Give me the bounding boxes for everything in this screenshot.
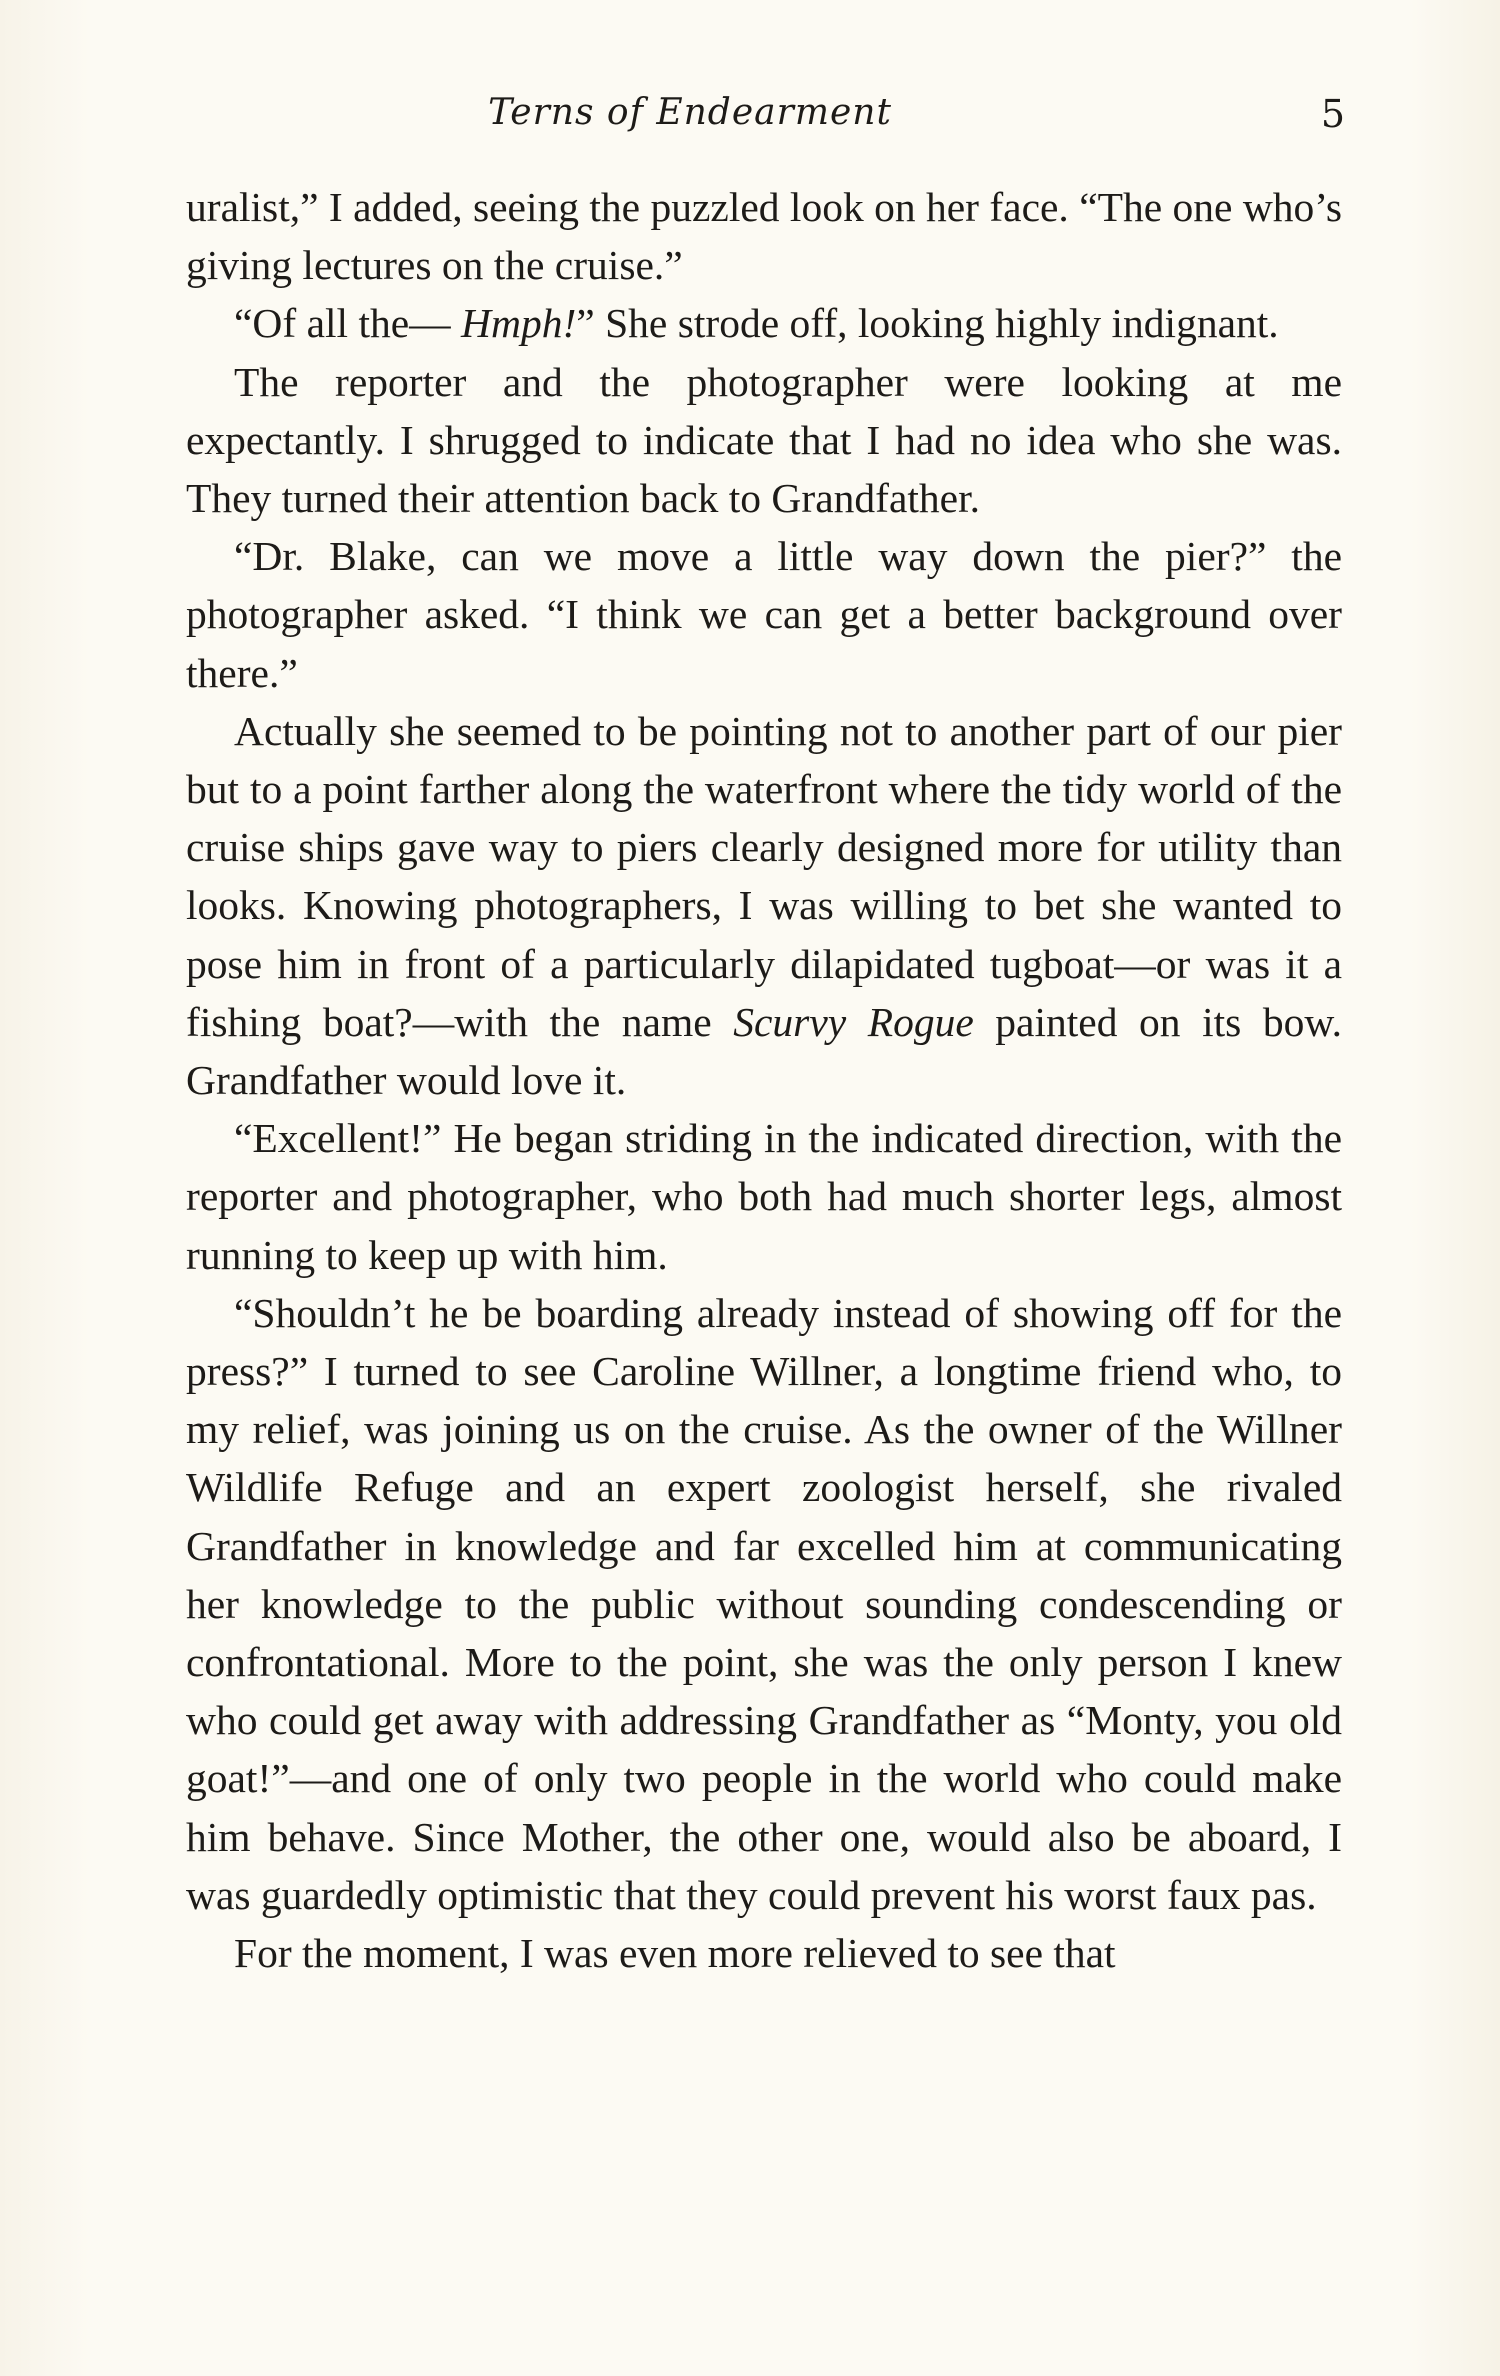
text-segment: “Dr. Blake, can we move a little way down the pier?” the photographer asked. “I think we can get a better background over there.” xyxy=(186,533,1342,696)
paragraph-p3 xyxy=(186,353,1342,528)
page-number: 5 xyxy=(1320,92,1345,136)
text-segment: “Of all the— xyxy=(234,300,462,347)
text-segment: Actually she seemed to be pointing not to another part of our pier but to a point farther along the waterfront where the tidy world of the cruise ships gave way to piers clearly designed more for utility than looks. Knowing photographers, I was willing to bet she wanted to pose him in front of a particularly dilapidated tugboat—or was it a fishing boat?—with the name xyxy=(186,707,1342,1045)
paragraph-p2 xyxy=(186,294,1342,352)
paragraph-p4 xyxy=(186,527,1342,702)
paragraph-p6 xyxy=(186,1109,1342,1284)
paragraph-p8 xyxy=(186,1924,1342,1982)
running-title: Terns of Endearment xyxy=(488,92,892,133)
text-segment: “Shouldn’t he be boarding already instead of showing off for the press?” I turned to see Caroline Willner, a longtime friend who, to my relief, was joining us on the cruise. As the owner of the Willner Wildlife Refuge and an expert zoologist herself, she rivaled Grandfather in knowledge and far excelled him at communicating her knowledge to the public without sounding condescending or confrontational. More to the point, she was the only person I knew who could get away with addressing Grandfather as “Monty, you old goat!”—and one of only two people in the world who could make him behave. Since Mother, the other one, would also be aboard, I was guardedly optimistic that they could prevent his worst faux pas. xyxy=(186,1289,1342,1918)
paragraph-p1 xyxy=(186,178,1342,294)
text-segment: “Excellent!” He began striding in the indicated direction, with the reporter and photographer, who both had much shorter legs, almost running to keep up with him. xyxy=(186,1115,1342,1278)
text-segment: painted on its bow. Grandfather would love it. xyxy=(186,998,1343,1104)
body-text xyxy=(186,178,1342,1982)
italic-text: Scurvy Rogue xyxy=(733,998,974,1045)
text-segment: For the moment, I was even more relieved to see that xyxy=(234,1930,1116,1977)
text-segment: ” She strode off, looking highly indignant. xyxy=(576,300,1279,347)
text-segment: uralist,” I added, seeing the puzzled look on her face. “The one who’s giving lectures on the cruise.” xyxy=(186,184,1342,289)
paragraph-p5 xyxy=(186,702,1342,1109)
paragraph-p7 xyxy=(186,1284,1342,1924)
italic-text: Hmph! xyxy=(461,300,577,347)
text-segment: The reporter and the photographer were looking at me expectantly. I shrugged to indicate that I had no idea who she was. They turned their attention back to Grandfather. xyxy=(186,358,1342,522)
page-header xyxy=(185,92,1345,152)
